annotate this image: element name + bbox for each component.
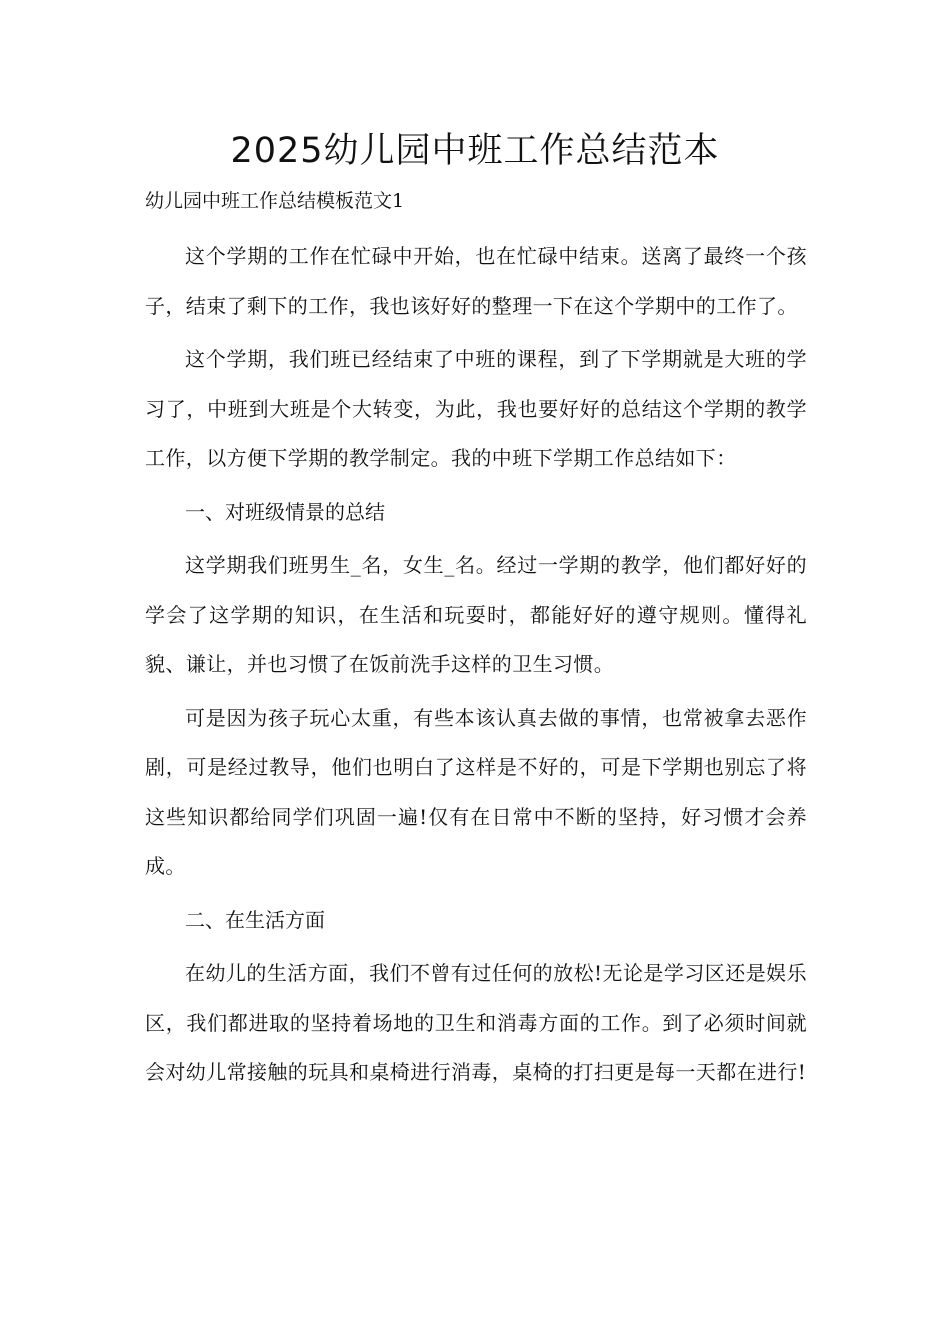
paragraph: 可是因为孩子玩心太重，有些本该认真去做的事情，也常被拿去恶作剧，可是经过教导，他们也明白了这样是不好的，可是下学期也别忘了将这些知识都给同学们巩固一遍!仅有在日常中不断的坚持，好习惯才会养成。 — [145, 705, 807, 878]
document-title: 2025幼儿园中班工作总结范本 — [230, 131, 720, 171]
paragraph: 这学期我们班男生_名，女生_名。经过一学期的教学，他们都好好的学会了这学期的知识，在生活和玩耍时，都能好好的遵守规则。懂得礼貌、谦让，并也习惯了在饭前洗手这样的卫生习惯。 — [145, 553, 807, 676]
paragraph: 在幼儿的生活方面，我们不曾有过任何的放松!无论是学习区还是娱乐区，我们都进取的坚持着场地的卫生和消毒方面的工作。到了必须时间就会对幼儿常接触的玩具和桌椅进行消毒，桌椅的打扫更是每一天都在进行! — [145, 961, 807, 1084]
paragraph: 这个学期，我们班已经结束了中班的课程，到了下学期就是大班的学习了，中班到大班是个大转变，为此，我也要好好的总结这个学期的教学工作，以方便下学期的教学制定。我的中班下学期工作总结如下： — [145, 347, 807, 470]
section-heading: 二、在生活方面 — [185, 907, 325, 932]
paragraph: 这个学期的工作在忙碌中开始，也在忙碌中结束。送离了最终一个孩子，结束了剩下的工作，我也该好好的整理一下在这个学期中的工作了。 — [145, 244, 807, 318]
document-subtitle: 幼儿园中班工作总结模板范文1 — [145, 190, 405, 212]
section-heading: 一、对班级情景的总结 — [185, 499, 385, 524]
document-body — [145, 232, 807, 1102]
